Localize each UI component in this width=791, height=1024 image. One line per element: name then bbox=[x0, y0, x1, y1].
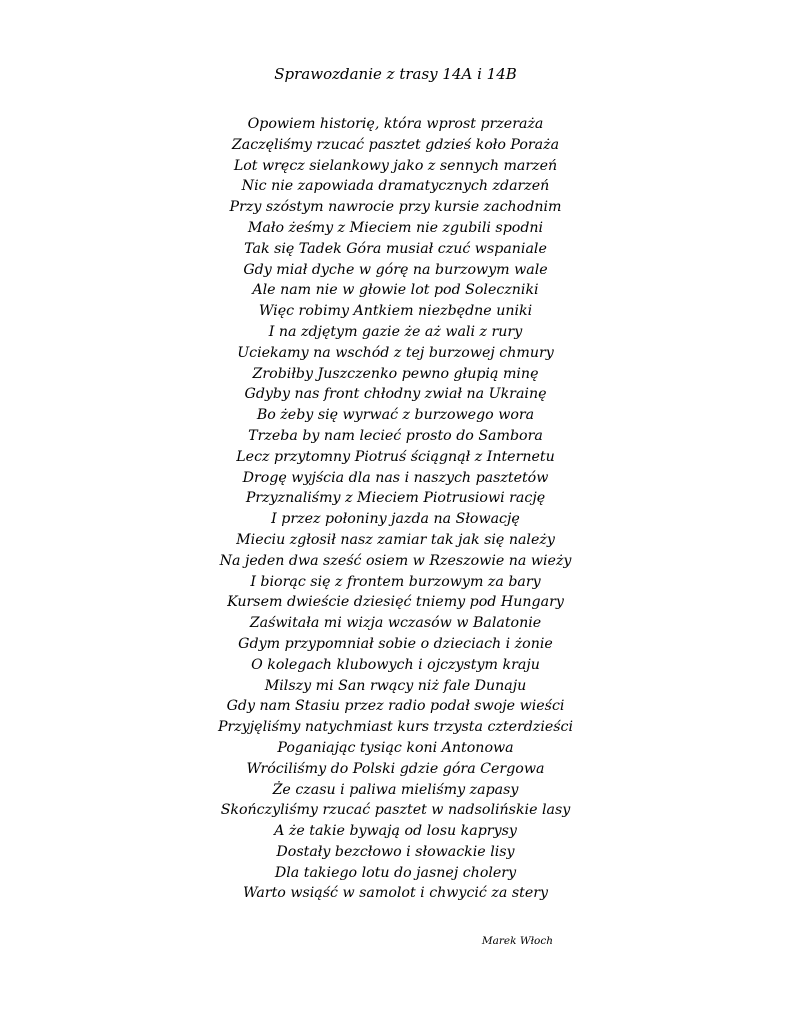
poem-line: Że czasu i paliwa mieliśmy zapasy bbox=[272, 781, 519, 798]
poem-line: Tak się Tadek Góra musiał czuć wspaniale bbox=[244, 240, 547, 257]
author-signature: Marek Włoch bbox=[481, 935, 553, 947]
poem-line: O kolegach klubowych i ojczystym kraju bbox=[251, 656, 540, 673]
poem-line: Zrobiłby Juszczenko pewno głupią minę bbox=[252, 365, 539, 382]
poem-line: Przy szóstym nawrocie przy kursie zachodnim bbox=[229, 199, 562, 216]
poem-line: Gdy nam Stasiu przez radio podał swoje wieści bbox=[226, 698, 565, 715]
poem-line: Uciekamy na wschód z tej burzowej chmury bbox=[237, 344, 554, 361]
poem-line: Zaczęliśmy rzucać pasztet gdzieś koło Poraża bbox=[231, 136, 560, 153]
poem-line: A że takie bywają od losu kaprysy bbox=[274, 823, 517, 840]
poem-line: I przez połoniny jazda na Słowację bbox=[271, 511, 520, 528]
poem-line: Wróciliśmy do Polski gdzie góra Cergowa bbox=[246, 760, 545, 777]
poem-line: Gdy miał dyche w górę na burzowym wale bbox=[243, 261, 548, 278]
poem-line: Przyjęliśmy natychmiast kurs trzysta czterdzieści bbox=[217, 719, 574, 736]
poem-line: Nic nie zapowiada dramatycznych zdarzeń bbox=[241, 178, 550, 195]
poem-line: Gdym przypomniał sobie o dzieciach i żonie bbox=[238, 635, 553, 652]
poem-line: Opowiem historię, która wprost przeraża bbox=[247, 116, 544, 132]
poem-line: I na zdjętym gazie że aż wali z rury bbox=[268, 323, 523, 340]
poem-line: Drogę wyjścia dla nas i naszych pasztetów bbox=[242, 469, 549, 486]
poem-line: Gdyby nas front chłodny zwiał na Ukrainę bbox=[244, 386, 547, 403]
poem-line: Kursem dwieście dziesięć tniemy pod Hungary bbox=[227, 594, 564, 611]
poem-line: Warto wsiąść w samolot i chwycić za stery bbox=[242, 885, 549, 902]
poem-line: I biorąc się z frontem burzowym za bary bbox=[250, 573, 541, 590]
poem-line: Bo żeby się wyrwać z burzowego wora bbox=[256, 407, 535, 424]
poem-line: Poganiając tysiąc koni Antonowa bbox=[277, 739, 514, 756]
poem-line: Dla takiego lotu do jasnej cholery bbox=[274, 864, 517, 881]
poem-line: Mieciu zgłosił nasz zamiar tak jak się należy bbox=[236, 531, 555, 548]
poem-line: Lecz przytomny Piotruś ściągnął z Internetu bbox=[236, 448, 555, 465]
poem bbox=[0, 114, 791, 904]
poem-line: Trzeba by nam lecieć prosto do Sambora bbox=[248, 427, 543, 444]
poem-line: Lot wręcz sielankowy jako z sennych marzeń bbox=[233, 157, 558, 174]
poem-line: Skończyliśmy rzucać pasztet w nadsolińskie lasy bbox=[220, 802, 571, 819]
poem-line: Przyznaliśmy z Mieciem Piotrusiowi rację bbox=[245, 490, 546, 507]
document-title: Sprawozdanie z trasy 14A i 14B bbox=[274, 65, 517, 83]
poem-line: Zaświtała mi wizja wczasów w Balatonie bbox=[249, 615, 542, 632]
poem-line: Ale nam nie w głowie lot pod Solecznikі bbox=[252, 282, 539, 299]
poem-line: Więc robimy Antkiem niezbędne uniki bbox=[258, 303, 533, 320]
poem-line: Mało żeśmy z Mieciem nie zgubili spodni bbox=[247, 219, 544, 236]
poem-line: Milszy mi San rwący niż fale Dunaju bbox=[264, 677, 527, 694]
poem-line: Na jeden dwa sześć osiem w Rzeszowie na wieży bbox=[219, 552, 572, 569]
poem-line: Dostały bezcłowo i słowackie lisy bbox=[276, 843, 515, 860]
